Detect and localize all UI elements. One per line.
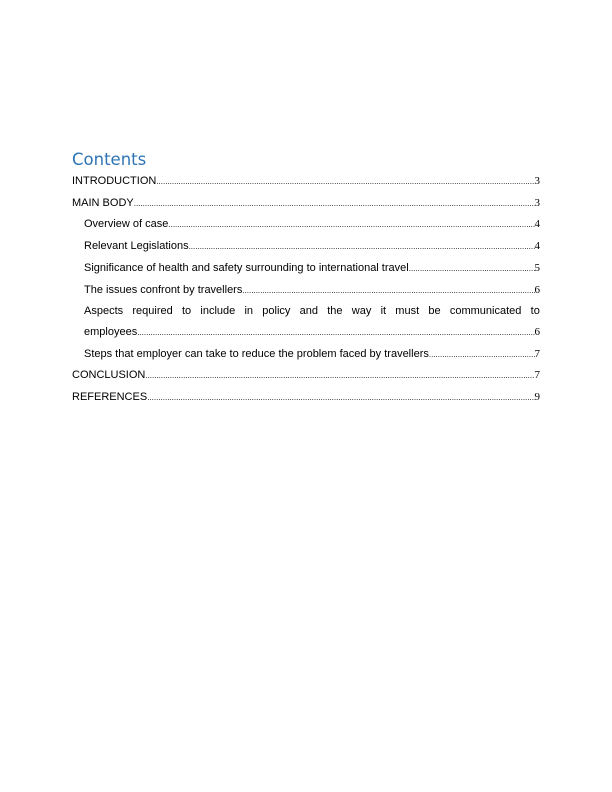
toc-page-number: 9: [534, 391, 540, 404]
toc-entry-word: policy: [262, 305, 291, 318]
toc-entry-word: it: [380, 305, 387, 318]
toc-entry[interactable]: [72, 280, 540, 302]
toc-leader: [145, 365, 534, 387]
toc-leader: [137, 322, 534, 344]
toc-entry[interactable]: [72, 171, 540, 193]
toc-entry-title: REFERENCES: [72, 391, 148, 404]
toc-entry-word: required: [132, 305, 173, 318]
toc-entry-word: must: [395, 305, 420, 318]
toc-page-number: 3: [534, 196, 540, 209]
toc-page-number: 4: [534, 218, 540, 231]
toc-entry-word: include: [200, 305, 236, 318]
toc-entry[interactable]: [72, 365, 540, 387]
toc-entry[interactable]: [72, 344, 540, 366]
toc-entry-title: CONCLUSION: [72, 369, 146, 382]
toc-entry[interactable]: [72, 258, 540, 280]
table-of-contents: [72, 150, 540, 409]
toc-entry-word: and: [299, 305, 318, 318]
toc-heading: Contents: [72, 150, 147, 169]
toc-entry-title: Significance of health and safety surrounding to international travel: [84, 261, 409, 274]
toc-entry-word: way: [351, 305, 372, 318]
toc-entry-word: to: [181, 305, 192, 318]
toc-entry-title: employees: [84, 325, 138, 338]
toc-page-number: 3: [534, 175, 540, 187]
toc-leader: [134, 193, 535, 215]
toc-entry-title: INTRODUCTION: [72, 175, 157, 187]
toc-page-number: 5: [534, 261, 540, 274]
toc-entry[interactable]: [72, 193, 540, 215]
toc-entry-title: Relevant Legislations: [84, 240, 189, 253]
toc-entry[interactable]: [72, 214, 540, 236]
toc-page-number: 6: [534, 325, 540, 338]
toc-entries: [72, 171, 540, 409]
toc-entry-line: [84, 322, 540, 344]
toc-entry[interactable]: [72, 387, 540, 409]
toc-entry-word: to: [530, 305, 540, 318]
toc-leader: [409, 258, 535, 280]
toc-entry-title: Steps that employer can take to reduce the problem faced by travellers: [84, 347, 429, 360]
toc-leader: [147, 387, 534, 409]
toc-entry-word: the: [327, 305, 343, 318]
toc-entry[interactable]: [72, 236, 540, 258]
toc-page-number: 7: [534, 369, 540, 382]
toc-entry-word: communicated: [449, 305, 522, 318]
toc-leader: [156, 171, 534, 193]
toc-entry-title: MAIN BODY: [72, 196, 134, 209]
toc-leader: [242, 280, 534, 302]
toc-leader: [189, 236, 535, 258]
toc-entry-line: [84, 301, 540, 322]
toc-entry[interactable]: [72, 301, 540, 343]
toc-entry-title: The issues confront by travellers: [84, 283, 243, 296]
toc-entry-word: be: [428, 305, 441, 318]
toc-entry-word: in: [244, 305, 254, 318]
toc-entry-word: Aspects: [84, 305, 124, 318]
toc-page-number: 6: [534, 283, 540, 296]
toc-entry-title: Overview of case: [84, 218, 169, 231]
toc-page-number: 7: [534, 347, 540, 360]
toc-leader: [168, 214, 534, 236]
toc-leader: [429, 344, 535, 366]
toc-page-number: 4: [534, 240, 540, 253]
